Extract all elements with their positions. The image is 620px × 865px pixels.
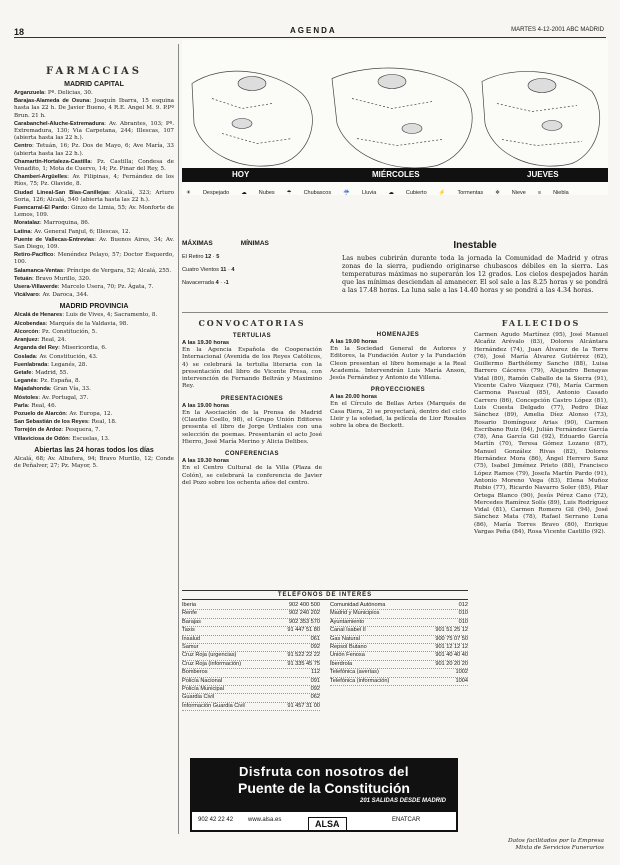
- pharmacy-address: Av. Constitución, 43.: [39, 353, 98, 360]
- pharmacy-district: Chamartín-Hortaleza-Castilla: [14, 158, 91, 165]
- fallecidos-column: [474, 318, 608, 536]
- pharmacy-district: Chamberí-Argüelles: [14, 174, 68, 181]
- pharmacy-entry: Torrejón de Ardoz: Pesquera, 7.: [14, 427, 101, 434]
- credit-line1: Datos facilitados por la Empresa: [508, 838, 604, 844]
- pharmacies-logo: FARMACIAS: [45, 66, 143, 77]
- weather-legend: [182, 186, 608, 200]
- ad-web[interactable]: www.alsa.es: [248, 817, 282, 823]
- event-hour: A las 19.00 horas: [182, 402, 230, 409]
- pharmacy-address: Tetuán, 16; Pz. Dos de Mayo, 6; Ave María, 33 (abierta hasta las 22 h.).: [14, 143, 174, 157]
- pharmacy-entry: Coslada: Av. Constitución, 43.: [14, 353, 98, 360]
- phone-label: Canal Isabel II: [330, 627, 366, 634]
- pharmacy-address: Madrid, 55.: [35, 369, 69, 376]
- tertulias-heading: TERTULIAS: [232, 333, 272, 339]
- phone-label: Cruz Roja (información): [182, 660, 242, 667]
- phones-title: TELÉFONOS DE INTERÉS: [182, 590, 468, 600]
- phone-entry: [330, 644, 468, 652]
- phone-label: Información Guardia Civil: [182, 702, 245, 709]
- forecast-title: Inestable: [453, 240, 497, 251]
- pharmacy-district: Barajas-Alameda de Osuna: [14, 98, 90, 105]
- day-wednesday: MIÉRCOLES: [372, 170, 420, 179]
- section-rule: [182, 312, 608, 313]
- pharmacy-entry: Ciudad Lineal-San Blas-Canillejas: Alcalá, 323; Arturo Soria, 126; Alcalá, 540 (abierta hasta las 22 h.).: [14, 189, 174, 203]
- pharmacy-district: Ciudad Lineal-San Blas-Canillejas: [14, 189, 110, 196]
- pharmacy-district: Latina: [14, 228, 31, 235]
- convocatorias-right: [330, 318, 466, 433]
- homenajes-heading: HOMENAJES: [376, 332, 420, 338]
- alsa-logo: ALSA: [308, 817, 347, 831]
- fallecidos-banner: FALLECIDOS: [501, 318, 581, 328]
- pharmacy-district: Alcobendas: [14, 320, 46, 327]
- pharmacies-column: [14, 44, 174, 834]
- phone-label: Unión Fenosa: [330, 652, 365, 659]
- phone-directory: [182, 590, 468, 752]
- event-hour: A las 19.30 horas: [182, 340, 230, 346]
- temp-row: Navacerrada 4 · -1: [182, 280, 229, 286]
- phone-entry: [182, 686, 320, 694]
- phone-number: 062: [310, 694, 320, 701]
- pharmacy-address: Menéndez Pelayo, 57; Doctor Esquerdo, 100.: [14, 252, 174, 266]
- pharmacy-address: Alcalá, 323; Arturo Soria, 126; Alcalá, 540 (abierta hasta las 22 h.).: [14, 189, 174, 203]
- phone-entry: [330, 636, 468, 644]
- pharmacy-entry: Arganzuela: Pº. Delicias, 30.: [14, 90, 93, 96]
- event-text: En la Agencia Española de Cooperación Internacional (Avenida de los Reyes Católicos, 4) se celebrará la tertulia literaria con la presentación del libro de Vicente Presa, con intervención de Fernando Beltrán y Maximino Rey.: [182, 347, 322, 390]
- credit-line2: Mixta de Servicios Funerarios: [515, 845, 604, 851]
- max-label: MÁXIMAS: [182, 240, 213, 247]
- pharmacy-district: San Sebastián de los Reyes: [14, 419, 88, 426]
- legend-lluvia: Lluvia: [361, 190, 377, 196]
- pharmacy-district: Parla: [14, 402, 28, 409]
- phone-entry: [182, 602, 320, 610]
- phone-label: Gas Natural: [330, 635, 360, 642]
- pharmacy-entry: Alcobendas: Marqués de la Valdavia, 98.: [14, 320, 129, 327]
- forecast-text: Las nubes cubrirán durante toda la jornada la Comunidad de Madrid y otras zonas de la sierra, pudiendo originarse chubascos débiles en la sierra. Las temperaturas máximas no superarán los 12 grados. Los cielos despejados harán que las mínimas desciendan al amanecer. El sol sale a las 8.25 horas y se pondrá a las 17.48 horas. La luna sale a las 14.40 horas y se pondrá a las 4.34 horas.: [342, 254, 608, 294]
- convocatorias-left: [182, 318, 322, 489]
- event-hour: A las 19.30 horas: [182, 458, 230, 465]
- phone-entry: [182, 678, 320, 686]
- phones-right: [330, 602, 468, 711]
- phone-label: Iberia: [182, 602, 196, 608]
- ad-footer: [192, 812, 456, 830]
- legend-cubierto: Cubierto: [405, 190, 427, 196]
- phone-number: 91 447 51 80: [287, 627, 320, 634]
- ad-phone: 902 42 22 42: [198, 817, 234, 823]
- legend-despejado: Despejado: [202, 190, 230, 196]
- phone-label: Renfe: [182, 610, 197, 617]
- phone-number: 012: [458, 602, 468, 608]
- phone-label: Policía Municipal: [182, 686, 224, 693]
- pharmacy-district: Alcorcón: [14, 328, 39, 335]
- pharmacy-entry: Barajas-Alameda de Osuna: Joaquín Ibarra, 15 esquina hasta las 22 h. De Javier Bueno, 4 R.E. Angel M. 9. P.Pº Brun. 21 h.: [14, 98, 174, 119]
- phone-number: 902 400 500: [288, 602, 320, 608]
- issue-date: MARTES 4-12-2001 ABC MADRID: [511, 27, 604, 33]
- pharmacy-district: Alcalá de Henares: [14, 312, 63, 319]
- phone-number: 91 457 31 00: [287, 702, 320, 709]
- enatcar-logo: ENATCAR: [392, 817, 421, 823]
- pharmacy-entry: San Sebastián de los Reyes: Real, 18.: [14, 419, 117, 426]
- phone-entry: [330, 678, 468, 686]
- ad-line2: Puente de la Constitución: [238, 780, 410, 796]
- pharmacy-address: Av. Daroca, 344.: [42, 292, 89, 299]
- legend-chubascos: Chubascos: [303, 190, 332, 196]
- legend-nubes: Nubes: [258, 190, 275, 196]
- madrid-provincia-list: [14, 312, 174, 442]
- phone-number: 010: [458, 610, 468, 617]
- cloud-icon: ☁: [241, 190, 247, 196]
- temperatures: [182, 240, 332, 300]
- pharmacy-entry: Puente de Vallecas-Entrevías: Av. Buenos Aires, 34; Av. San Diego, 109.: [14, 236, 174, 251]
- day-band: [182, 168, 608, 182]
- pharmacy-address: Marcelo Usera, 70; Pz. Ágata, 7.: [61, 284, 154, 291]
- min-label: MÍNIMAS: [240, 240, 269, 247]
- phone-label: Samur: [182, 644, 199, 651]
- page-header: [0, 0, 620, 38]
- alsa-advertisement[interactable]: [190, 758, 458, 832]
- phone-label: Iberdrola: [330, 660, 353, 667]
- pharmacy-district: Moratalaz: [14, 220, 40, 227]
- pharmacy-address: Leganés, 28.: [50, 361, 88, 368]
- pharmacy-district: Fuenlabrada: [14, 361, 48, 368]
- event-text: En el Centro Cultural de la Villa (Plaza de Colón), se celebrará la conferencia de Javier del Pozo sobre los ochenta años del centro.: [182, 465, 322, 486]
- temp-row: El Retiro 12 · 5: [182, 254, 220, 260]
- phone-entry: [330, 619, 468, 627]
- overcast-icon: ☁: [388, 190, 394, 196]
- phone-number: 902 240 202: [288, 610, 320, 617]
- pharmacy-entry: Getafe: Madrid, 55.: [14, 369, 69, 376]
- phone-entry: [330, 627, 468, 635]
- phone-label: Cruz Roja (urgencias): [182, 652, 237, 659]
- proyecciones-heading: PROYECCIONES: [370, 387, 426, 394]
- phone-entry: [182, 636, 320, 644]
- pharmacy-entry: Carabanchel-Aluche-Extremadura: Av. Abrantes, 103; Pº. Extremadura, 130; Vía Carpetana, 244; Illescas, 107 (abierta hasta las 22 h.).: [14, 120, 174, 142]
- pharmacy-entry: Tetuán: Bravo Murillo, 320.: [14, 275, 91, 282]
- phones-left: [182, 602, 320, 711]
- madrid-capital-list: [14, 90, 174, 299]
- phone-label: Policía Nacional: [182, 677, 223, 684]
- pharmacy-district: Pozuelo de Alarcón: [14, 410, 66, 417]
- phone-label: Comunidad Autónoma: [330, 602, 386, 608]
- event-text: En la Sociedad General de Autores y Editores, la Fundación Autor y la Fundación Cleon presentan el libro homenaje a la Real Academia. Intervendrán Luis María Anson, Jesús Fernández y Antonio de Villena.: [330, 346, 466, 382]
- pharmacy-district: Aranjuez: [14, 337, 38, 344]
- pharmacy-address: Av. Filipinas, 4; Fernández de los Ríos, 75; Pz. Olavide, 8.: [14, 174, 174, 188]
- phone-entry: [330, 652, 468, 660]
- phone-number: 061: [310, 635, 320, 642]
- fog-icon: ≡: [537, 190, 542, 196]
- ad-line3: 201 SALIDAS DESDE MADRID: [359, 798, 446, 804]
- phone-number: 112: [311, 669, 320, 676]
- phone-label: Telefónica (averías): [330, 669, 379, 676]
- legend-nieve: Nieve: [511, 190, 526, 196]
- section-title: AGENDA: [290, 26, 337, 35]
- phone-label: Taxis: [182, 627, 195, 634]
- phone-label: Ayuntamiento: [330, 618, 365, 625]
- pharmacy-entry: Moratalaz: Marroquina, 86.: [14, 220, 90, 227]
- pharmacy-district: Puente de Vallecas-Entrevías: [14, 236, 95, 243]
- event-hour: A las 19.00 horas: [330, 339, 378, 345]
- phone-number: 091: [310, 677, 320, 684]
- shower-icon: ☂: [286, 190, 292, 196]
- open24-text: Alcalá, 68; Av. Albufera, 94; Bravo Murillo, 12; Conde de Peñalver, 27; Pz. Mayor, 5.: [14, 455, 174, 469]
- pharmacy-entry: Alcorcón: Pz. Constitución, 5.: [14, 328, 97, 335]
- rain-icon: ☔: [343, 190, 350, 196]
- pharmacy-district: Móstoles: [14, 394, 39, 401]
- pharmacy-address: Av. Europa, 12.: [69, 410, 113, 417]
- phone-entry: [330, 610, 468, 618]
- phone-label: Guardia Civil: [182, 694, 215, 701]
- legend-niebla: Niebla: [553, 190, 569, 196]
- phone-number: 902 353 570: [288, 618, 320, 625]
- pharmacy-entry: Villaviciosa de Odón: Escuelas, 13.: [14, 435, 110, 442]
- pharmacy-address: Real, 46.: [31, 402, 57, 409]
- header-rule: [14, 37, 606, 38]
- pharmacy-entry: Salamanca-Ventas: Príncipe de Vergara, 52; Alcalá, 255.: [14, 267, 172, 274]
- pharmacy-address: Av. Portugal, 37.: [41, 394, 89, 401]
- pharmacy-district: Retiro-Pacífico: [14, 252, 54, 259]
- pharmacy-address: Real, 24.: [41, 337, 67, 344]
- phone-number: 91 522 22 22: [287, 652, 320, 659]
- column-divider: [178, 44, 179, 834]
- convocatorias-banner: CONVOCATORIAS: [198, 318, 306, 328]
- event-text: En el Círculo de Bellas Artes (Marqués de Casa Riera, 2) se proyectará, dentro del ciclo Lleir y la soledad, la película de Lior Rosales sobre la obra de Beckett.: [330, 401, 466, 430]
- presentaciones-heading: PRESENTACIONES: [220, 395, 284, 402]
- forecast: [342, 240, 608, 310]
- phone-entry: [182, 661, 320, 669]
- pharmacy-entry: Chamartín-Hortaleza-Castilla: Pz. Castilla; Condesa de Venadito, 1; Mota de Cuervo, 14; Pz. Pinar del Rey, 5.: [14, 158, 174, 173]
- phone-entry: [182, 627, 320, 635]
- phone-label: Telefónica (información): [330, 677, 390, 684]
- ad-line1: Disfruta con nosotros del: [239, 764, 409, 779]
- sun-icon: ☀: [186, 190, 191, 196]
- pharmacy-entry: Latina: Av. General Fanjul, 6; Illescas, 12.: [14, 228, 131, 235]
- pharmacy-district: Centro: [14, 143, 33, 150]
- conferencias-heading: CONFERENCIAS: [224, 451, 279, 458]
- pharmacy-address: Pz. Castilla; Condesa de Venadito, 1; Mota de Cuervo, 14; Pz. Pinar del Rey, 5.: [14, 158, 174, 173]
- pharmacy-address: Pesquera, 7.: [65, 427, 101, 434]
- phone-number: 901 40 40 40: [435, 652, 468, 659]
- phone-label: Repsol Butano: [330, 644, 367, 651]
- day-today: HOY: [232, 170, 250, 179]
- pharmacy-district: Tetuán: [14, 275, 32, 282]
- phone-entry: [182, 694, 320, 702]
- pharmacy-address: Luis de Vives, 4; Sacramento, 8.: [65, 312, 158, 319]
- pharmacy-entry: Retiro-Pacífico: Menéndez Pelayo, 57; Doctor Esquerdo, 100.: [14, 252, 174, 266]
- phone-entry: [330, 661, 468, 669]
- pharmacy-district: Coslada: [14, 353, 36, 360]
- pharmacy-address: Escuelas, 13.: [72, 435, 110, 442]
- pharmacy-entry: Fuencarral-El Pardo: Ginzo de Limia, 55; Av. Monforte de Lemos, 109.: [14, 205, 174, 219]
- phone-label: Madrid y Municipios: [330, 610, 380, 617]
- fallecidos-text: Carmen Agudo Martínez (95), José Manuel Alcañiz Arévalo (83), Dolores Alcántara Hernández (74), Juan Álvarez de la Torre (76), José María Álvarez Gutiérrez (62), Guillermo Barthélemy Sancho (88), Luisa Barrero Cáceres (79), Alejandro Benayas Vidal (80), Ramón Caballo de la Sierra (91), Vicente Calvo Vázquez (76), María Carmen Carmona Pascual (85), Antonio Casado Carrero (86), Concepción Castro López (81), Luis Cuesta Delgado (77), Pedro Díaz Sánchez (89), Amelia Díez Alonso (73), Rosario Domínguez Arias (90), Carmen Escribano Ruiz (84), Julián Fernández García (78), Ana García Gil (92), Eduardo García Martín (70), Teresa Gómez Lozano (87), Manuel González Rivas (82), Dolores Hernández Mora (86), Ángel Herrero Sanz (75), Isabel Jiménez Prieto (88), Francisco López Ramos (79), Josefa Martín Pardo (91), Antonio Moreno Vega (83), Elena Muñoz Rubio (77), Ricardo Navarro Soler (85), Pilar Ortega Blanco (90), Jesús Pérez Cano (72), Mercedes Ramírez Solís (89), Luis Rodríguez Vidal (81), Carmen Romero Gil (94), José Sánchez Mata (78), Rafael Serrano Luna (86), María Torres Bravo (80), Enrique Vargas Peña (84), Rosa Vicente Castillo (92).: [474, 332, 608, 536]
- phone-entry: [182, 644, 320, 652]
- pharmacy-district: Villaviciosa de Odón: [14, 435, 69, 442]
- phone-entry: [182, 669, 320, 677]
- legend-tormentas: Tormentas: [457, 190, 484, 196]
- phone-label: Bomberos: [182, 669, 208, 676]
- pharmacy-address: Gran Vía, 33.: [53, 386, 91, 393]
- phone-entry: [330, 669, 468, 677]
- pharmacy-district: Majadahonda: [14, 386, 50, 393]
- phone-entry: [182, 610, 320, 618]
- storm-icon: ⚡: [438, 190, 446, 196]
- phone-number: 092: [310, 644, 320, 651]
- phone-number: 1004: [455, 677, 468, 684]
- pharmacy-entry: Parla: Real, 46.: [14, 402, 57, 409]
- phone-number: 901 20 20 20: [435, 660, 468, 667]
- pharmacy-district: Vicálvaro: [14, 292, 39, 299]
- phone-label: Barajas: [182, 618, 201, 625]
- pharmacy-entry: Aranjuez: Real, 24.: [14, 337, 67, 344]
- page-number: 18: [14, 27, 25, 37]
- pharmacy-address: Bravo Murillo, 320.: [35, 275, 91, 282]
- weather-section: [182, 40, 608, 236]
- pharmacy-address: Real, 18.: [91, 419, 117, 426]
- pharmacy-entry: Usera-Villaverde: Marcelo Usera, 70; Pz. Ágata, 7.: [14, 284, 154, 291]
- pharmacy-district: Getafe: [14, 369, 32, 376]
- phone-number: 91 335 45 75: [287, 660, 320, 667]
- pharmacy-district: Torrejón de Ardoz: [14, 427, 62, 434]
- pharmacy-entry: Chamberí-Argüelles: Av. Filipinas, 4; Fernández de los Ríos, 75; Pz. Olavide, 8.: [14, 174, 174, 188]
- pharmacy-address: Pz. España, 8.: [40, 378, 81, 385]
- phone-entry: [330, 602, 468, 610]
- phone-label: Insalud: [182, 635, 201, 642]
- madrid-capital-heading: MADRID CAPITAL: [64, 81, 124, 88]
- pharmacy-entry: Vicálvaro: Av. Daroca, 344.: [14, 292, 89, 299]
- pharmacy-entry: Alcalá de Henares: Luis de Vives, 4; Sacramento, 8.: [14, 312, 158, 319]
- pharmacy-district: Usera-Villaverde: [14, 284, 58, 291]
- madrid-provincia-heading: MADRID PROVINCIA: [59, 303, 129, 311]
- phone-entry: [182, 619, 320, 627]
- pharmacy-address: Marroquina, 86.: [43, 220, 90, 227]
- phone-number: 010: [458, 618, 468, 625]
- cloud-icon: [232, 75, 562, 134]
- pharmacy-entry: Centro: Tetuán, 16; Pz. Dos de Mayo, 6; Ave María, 33 (abierta hasta las 22 h.).: [14, 143, 174, 157]
- pharmacy-address: Ginzo de Limia, 55; Av. Monforte de Lemos, 109.: [14, 205, 174, 219]
- phone-number: 901 12 12 12: [435, 644, 468, 651]
- pharmacy-entry: Majadahonda: Gran Vía, 33.: [14, 386, 91, 393]
- pharmacy-entry: Pozuelo de Alarcón: Av. Europa, 12.: [14, 410, 113, 417]
- event-text: En la Asociación de la Prensa de Madrid (Claudio Coello, 98), el Grupo Unión Editores presenta el libro de Jorge Urdiales con una selección de poemas. Presentarán el acto José Hierro, José María Merino y Alicia Delibes.: [182, 409, 322, 445]
- day-thursday: JUEVES: [527, 170, 559, 179]
- pharmacy-entry: Arganda del Rey: Misericordia, 6.: [14, 345, 107, 352]
- phone-number: 901 51 25 12: [435, 627, 468, 634]
- pharmacy-address: Av. Abrantes, 103; Pº. Extremadura, 130; Vía Carpetana, 244; Illescas, 107 (abierta hasta las 22 h.).: [14, 120, 174, 142]
- pharmacy-district: Salamanca-Ventas: [14, 267, 64, 274]
- phone-number: 1002: [455, 669, 468, 676]
- pharmacy-district: Carabanchel-Aluche-Extremadura: [14, 120, 105, 127]
- event-hour: A las 20.00 horas: [330, 394, 378, 401]
- pharmacy-address: Pº. Delicias, 30.: [47, 90, 93, 96]
- open24-heading: Abiertas las 24 horas todos los días: [34, 446, 154, 454]
- phone-number: 900 75 07 50: [435, 635, 468, 642]
- pharmacy-entry: Leganés: Pz. España, 8.: [14, 378, 81, 385]
- pharmacy-address: Marqués de la Valdavia, 98.: [49, 320, 129, 327]
- pharmacy-address: Av. Buenos Aires, 34; Av. San Diego, 109.: [14, 236, 174, 251]
- pharmacy-district: Arganda del Rey: [14, 345, 59, 352]
- pharmacy-district: Leganés: [14, 378, 37, 385]
- pharmacy-address: Av. General Fanjul, 6; Illescas, 12.: [34, 228, 131, 235]
- phone-entry: [182, 652, 320, 660]
- pharmacy-district: Arganzuela: [14, 90, 45, 96]
- pharmacy-address: Príncipe de Vergara, 52; Alcalá, 255.: [66, 267, 172, 274]
- pharmacy-address: Joaquín Ibarra, 15 esquina hasta las 22 h. De Javier Bueno, 4 R.E. Angel M. 9. P.Pº Brun. 21 h.: [14, 98, 174, 119]
- credit: [508, 838, 604, 852]
- snow-icon: ❄: [495, 190, 500, 196]
- pharmacy-entry: Fuenlabrada: Leganés, 28.: [14, 361, 88, 368]
- pharmacy-address: Pz. Constitución, 5.: [41, 328, 97, 335]
- pharmacy-entry: Móstoles: Av. Portugal, 37.: [14, 394, 89, 401]
- temp-row: Cuatro Vientos 11 · 4: [182, 267, 235, 273]
- pharmacy-district: Fuencarral-El Pardo: [14, 205, 68, 212]
- phone-entry: [182, 703, 320, 711]
- phone-number: 092: [310, 686, 320, 693]
- pharmacy-address: Misericordia, 6.: [61, 345, 107, 352]
